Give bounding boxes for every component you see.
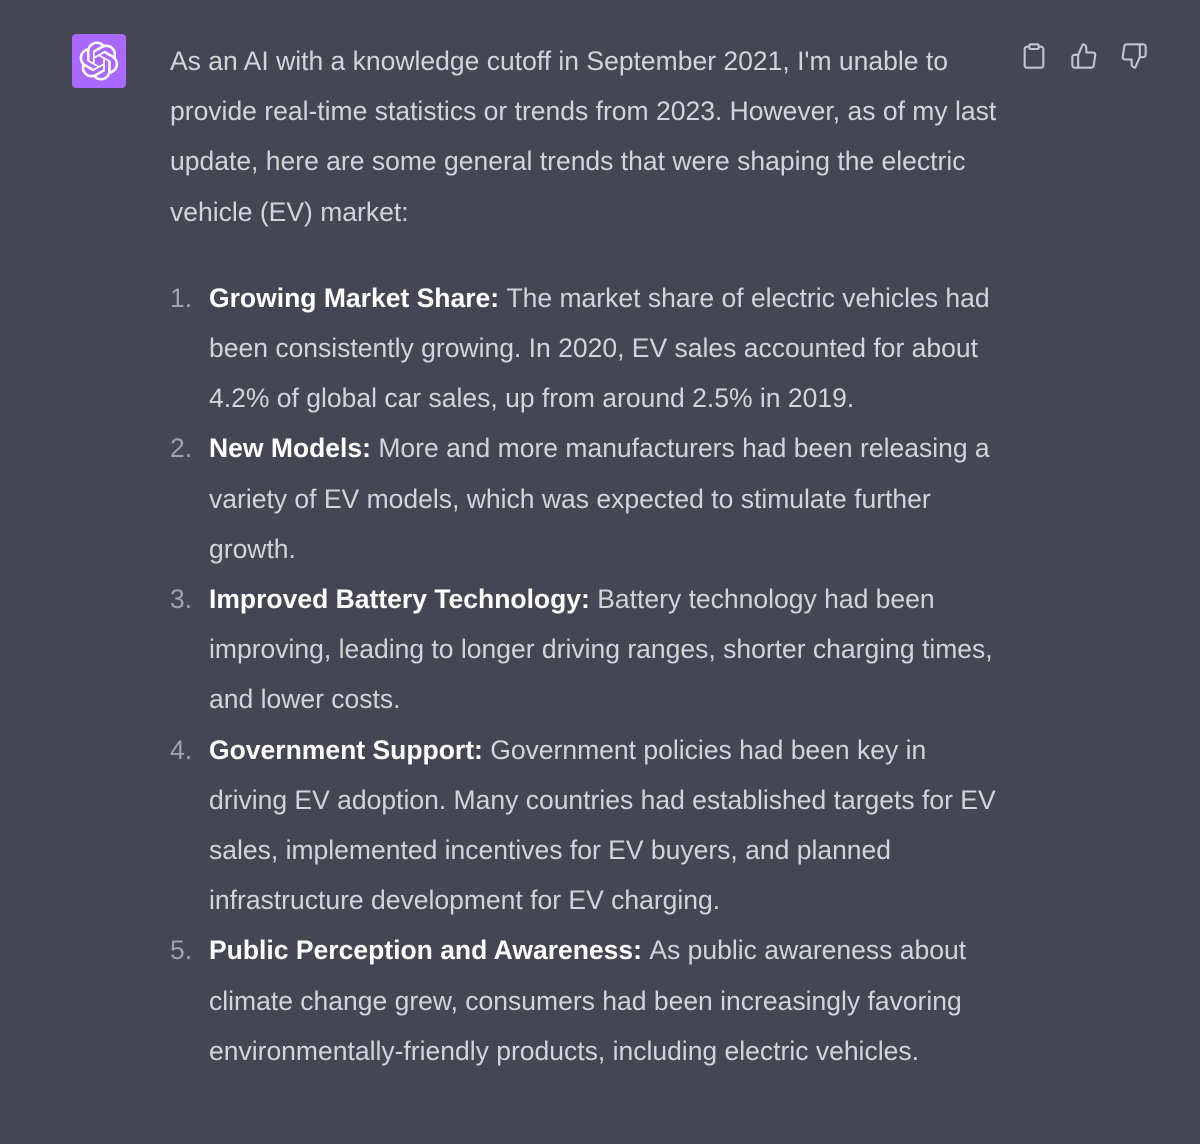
list-item-number: 5. [170,935,193,966]
list-item-text: Government policies had been key in driving EV adoption. Many countries had established targets for EV sales, implemented incentives for EV buyers, and planned infrastructure development for EV charging. [209,734,996,916]
list-item-title: Public Perception and Awareness: [209,935,650,966]
list-item-text: The market share of electric vehicles had been consistently growing. In 2020, EV sales accounted for about 4.2% of global car sales, up from around 2.5% in 2019. [209,282,990,414]
list-item [170,273,1002,424]
list-item-text: As public awareness about climate change grew, consumers had been increasingly favoring environmentally-friendly products, including electric vehicles. [209,935,967,1066]
assistant-avatar [72,34,126,88]
list-item-title: Government Support: [209,734,491,765]
thumbs-up-button[interactable] [1066,38,1102,74]
clipboard-icon [1020,42,1048,70]
openai-logo-icon [79,41,119,81]
list-item-number: 4. [170,734,193,765]
list-item-title: Improved Battery Technology: [209,584,598,615]
message-intro: As an AI with a knowledge cutoff in September 2021, I'm unable to provide real-time statistics or trends from 2023. However, as of my last update, here are some general trends that were shaping the electric vehicle (EV) market: [170,46,997,227]
list-item-text: Battery technology had been improving, leading to longer driving ranges, shorter charging times, and lower costs. [209,584,993,715]
thumbs-down-icon [1120,42,1148,70]
message-actions [1016,38,1152,74]
list-item [170,423,1002,574]
list-item [170,574,1002,725]
thumbs-up-icon [1070,42,1098,70]
list-item-number: 3. [170,584,193,615]
list-item-text: More and more manufacturers had been releasing a variety of EV models, which was expected to stimulate further growth. [209,433,990,564]
list-item [170,725,1002,926]
copy-button[interactable] [1016,38,1052,74]
trend-list [170,273,1002,1076]
thumbs-down-button[interactable] [1116,38,1152,74]
list-item [170,925,1002,1076]
list-item-number: 2. [170,433,193,464]
list-item-title: New Models: [209,433,379,464]
list-item-number: 1. [170,282,193,313]
list-item-title: Growing Market Share: [209,282,507,313]
assistant-message [170,36,1002,1076]
